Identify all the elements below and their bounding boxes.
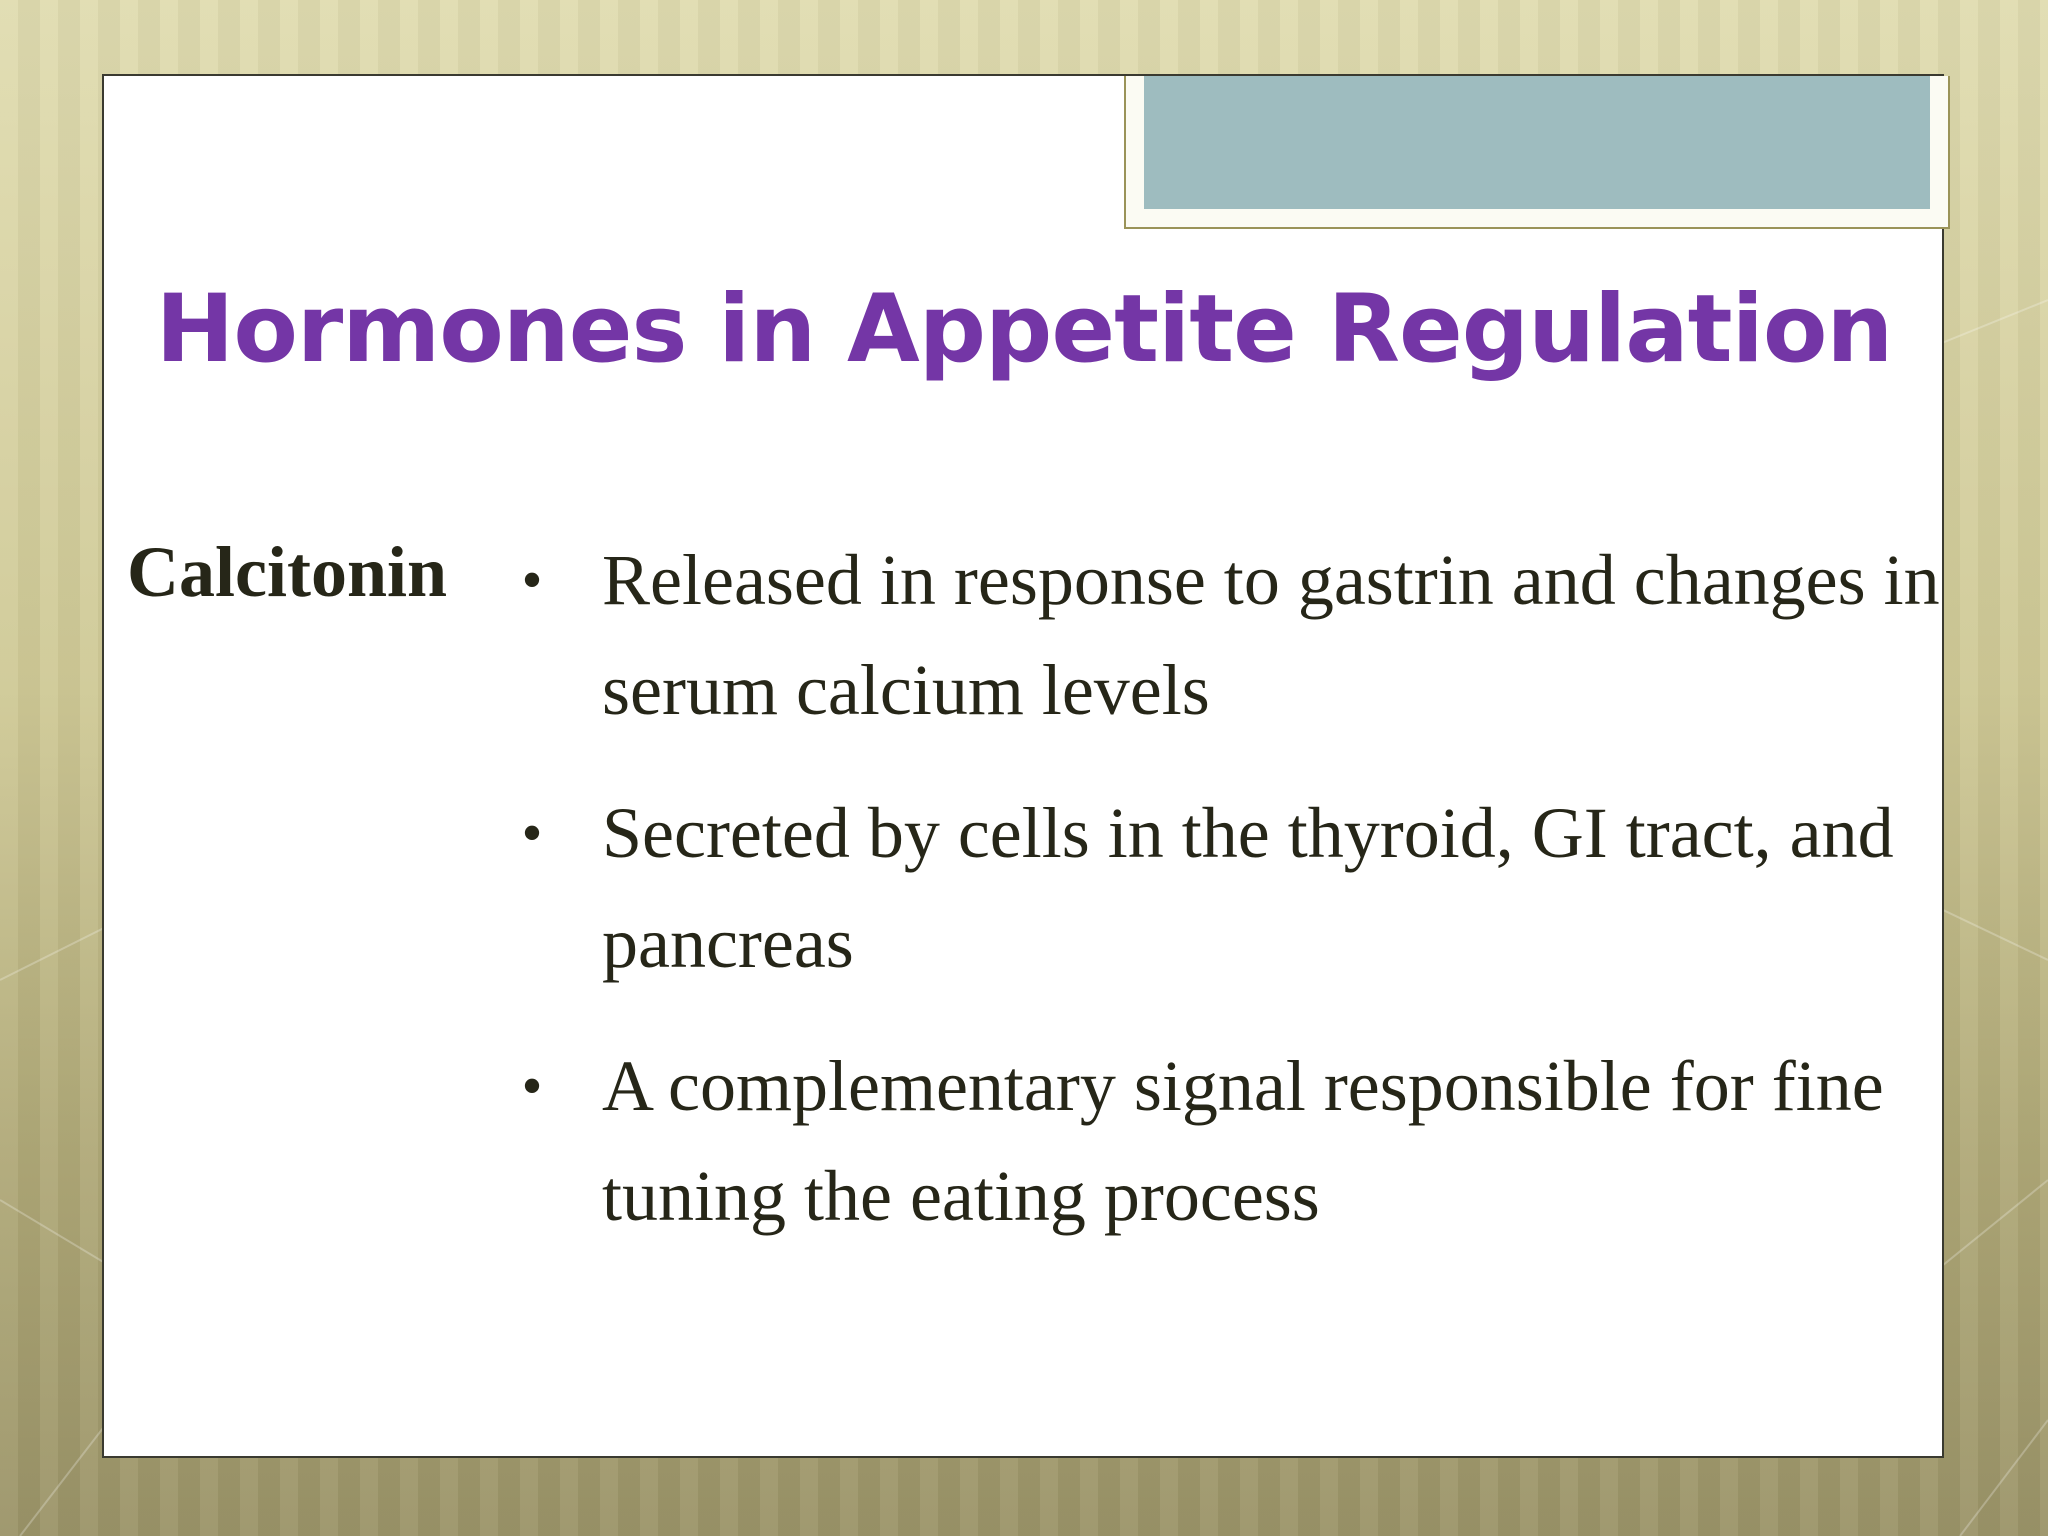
bullet-dot-icon: • — [521, 800, 543, 866]
header-accent-tab — [1124, 76, 1950, 229]
bullet-item — [520, 1031, 1940, 1251]
bullet-dot-icon: • — [521, 547, 543, 613]
bullet-text: Released in response to gastrin and changes in serum calcium levels — [602, 540, 1940, 730]
bullet-text: Secreted by cells in the thyroid, GI tract, and pancreas — [602, 793, 1894, 983]
header-accent-fill — [1144, 76, 1930, 209]
bullet-item — [520, 525, 1940, 745]
bullet-item — [520, 778, 1940, 998]
term-label: Calcitonin — [127, 532, 448, 612]
bullet-dot-icon: • — [521, 1053, 543, 1119]
slide-title: Hormones in Appetite Regulation — [155, 275, 1893, 384]
bullet-text: A complementary signal responsible for fine tuning the eating process — [602, 1046, 1884, 1236]
bullet-list — [520, 525, 1940, 1284]
